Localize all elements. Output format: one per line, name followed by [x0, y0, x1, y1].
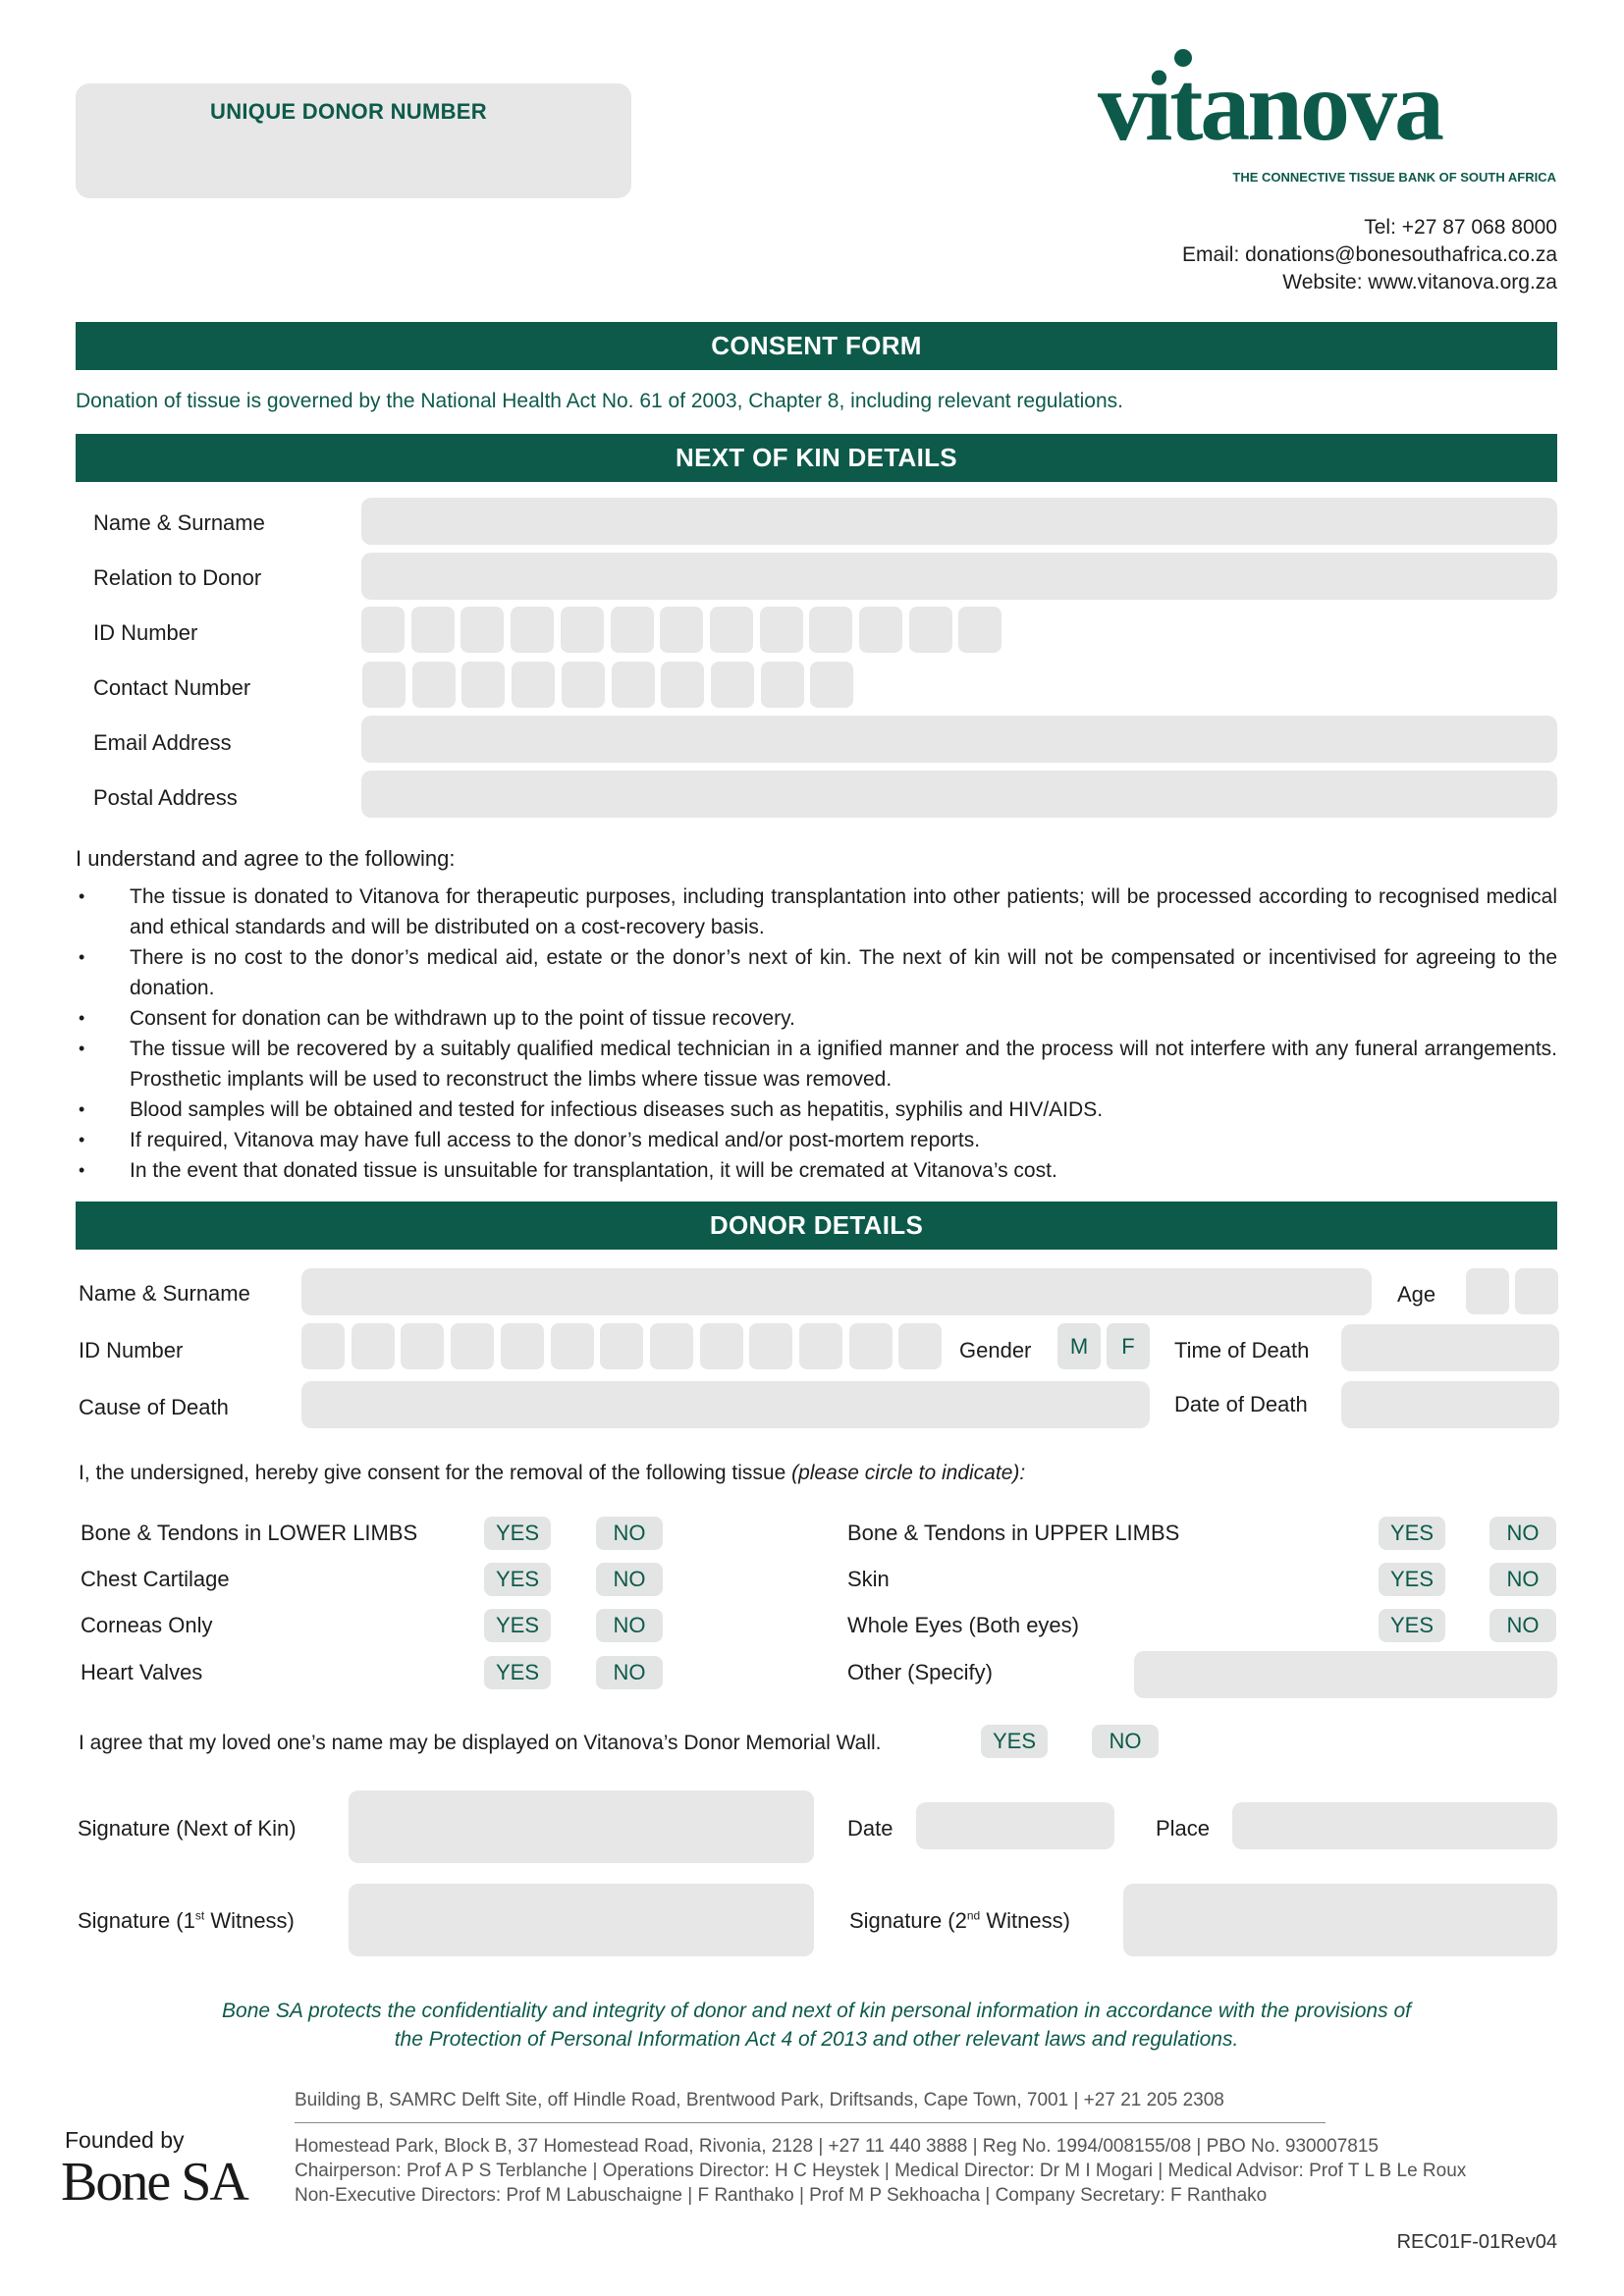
corneas-no[interactable]: NO [596, 1609, 663, 1642]
donor-id-digit-cell[interactable] [352, 1323, 395, 1369]
donor-id-digit-cell[interactable] [451, 1323, 494, 1369]
nok-contact-digit-cell[interactable] [512, 662, 555, 708]
signature-witness2-label [849, 1908, 1070, 1934]
tissue-lower-limbs-label: Bone & Tendons in LOWER LIMBS [81, 1521, 418, 1545]
lower-limbs-no[interactable]: NO [596, 1517, 663, 1550]
donor-gender-label: Gender [959, 1338, 1032, 1362]
time-of-death-field[interactable] [1341, 1324, 1559, 1371]
consent-intro-text: I, the undersigned, hereby give consent for the removal of the following tissue [79, 1462, 792, 1484]
signature-witness1-label [78, 1908, 295, 1934]
nok-contact-digit-cell[interactable] [612, 662, 655, 708]
tissue-heart-valves-label: Heart Valves [81, 1660, 203, 1684]
contact-tel: Tel: +27 87 068 8000 [1364, 216, 1557, 239]
nok-id-digit-cell[interactable] [460, 607, 504, 653]
donor-age-label: Age [1397, 1282, 1436, 1307]
signature-nok-label: Signature (Next of Kin) [78, 1816, 297, 1841]
nok-id-digit-cell[interactable] [611, 607, 654, 653]
witness1-label-post: Witness) [204, 1908, 295, 1933]
tissue-whole-eyes-label: Whole Eyes (Both eyes) [847, 1613, 1079, 1637]
donor-id-label: ID Number [79, 1338, 184, 1362]
donor-id-digit-cell[interactable] [600, 1323, 643, 1369]
signature-place-label: Place [1156, 1816, 1211, 1841]
nok-contact-digit-cell[interactable] [412, 662, 456, 708]
whole-eyes-no[interactable]: NO [1489, 1609, 1556, 1642]
nok-contact-digit-cell[interactable] [761, 662, 804, 708]
nok-contact-digit-cell[interactable] [711, 662, 754, 708]
heart-valves-yes[interactable]: YES [484, 1656, 551, 1689]
consent-form-title: CONSENT FORM [76, 322, 1557, 370]
bone-sa-logo: Bone SA [61, 2152, 247, 2213]
vitanova-tagline: THE CONNECTIVE TISSUE BANK OF SOUTH AFRICA [1232, 170, 1556, 185]
signature-date-label: Date [847, 1816, 893, 1841]
donor-id-digit-cell[interactable] [401, 1323, 444, 1369]
witness2-label-pre: Signature (2 [849, 1908, 967, 1933]
founded-by-label: Founded by [65, 2127, 185, 2153]
corneas-yes[interactable]: YES [484, 1609, 551, 1642]
gender-f-option[interactable]: F [1107, 1323, 1150, 1369]
nok-name-field[interactable] [361, 498, 1557, 545]
next-of-kin-title: NEXT OF KIN DETAILS [76, 434, 1557, 482]
nok-contact-digit-cell[interactable] [562, 662, 605, 708]
nok-id-digit-cell[interactable] [909, 607, 952, 653]
contact-block [1182, 214, 1557, 296]
agreement-intro: I understand and agree to the following: [76, 846, 456, 871]
nok-id-label: ID Number [93, 620, 198, 645]
vitanova-logo [1098, 39, 1559, 187]
donor-age-digit[interactable] [1466, 1268, 1509, 1314]
privacy-notice-line: Bone SA protects the confidentiality and integrity of donor and next of kin personal information in accordance with the provisions of [222, 2000, 1411, 2022]
contact-website: Website: www.vitanova.org.za [1282, 271, 1557, 294]
nok-postal-label: Postal Address [93, 785, 238, 810]
cause-of-death-label: Cause of Death [79, 1395, 229, 1419]
nok-id-digit-cell[interactable] [859, 607, 902, 653]
term-item: • Consent for donation can be withdrawn up to the point of tissue recovery. [76, 1003, 1557, 1034]
donor-name-label: Name & Surname [79, 1281, 250, 1306]
nok-id-digit-cell[interactable] [809, 607, 852, 653]
nok-id-digit-cell[interactable] [710, 607, 753, 653]
footer-board-line: Chairperson: Prof A P S Terblanche | Operations Director: H C Heystek | Medical Director: Dr M I Mogari | Medical Advisor: Prof T L B Le Roux [295, 2161, 1467, 2181]
nok-id-digit-cell[interactable] [660, 607, 703, 653]
chest-cartilage-yes[interactable]: YES [484, 1563, 551, 1596]
donor-id-digit-cell[interactable] [650, 1323, 693, 1369]
memorial-wall-no[interactable]: NO [1092, 1725, 1159, 1758]
term-item: • Blood samples will be obtained and tested for infectious diseases such as hepatitis, syphilis and HIV/AIDS. [76, 1095, 1557, 1125]
nok-postal-field[interactable] [361, 771, 1557, 818]
tissue-skin-label: Skin [847, 1567, 890, 1591]
nok-contact-digit-cell[interactable] [461, 662, 505, 708]
privacy-notice-line: the Protection of Personal Information Act 4 of 2013 and other relevant laws and regulations. [394, 2028, 1239, 2051]
skin-yes[interactable]: YES [1379, 1563, 1445, 1596]
date-of-death-field[interactable] [1341, 1381, 1559, 1428]
tissue-upper-limbs-label: Bone & Tendons in UPPER LIMBS [847, 1521, 1180, 1545]
nok-contact-digit-cell[interactable] [810, 662, 853, 708]
upper-limbs-no[interactable]: NO [1489, 1517, 1556, 1550]
memorial-wall-text: I agree that my loved one’s name may be displayed on Vitanova’s Donor Memorial Wall. [79, 1732, 882, 1754]
witness1-label-pre: Signature (1 [78, 1908, 195, 1933]
footer-divider [295, 2122, 1326, 2123]
skin-no[interactable]: NO [1489, 1563, 1556, 1596]
nok-relation-label: Relation to Donor [93, 565, 262, 590]
nok-id-digit-cell[interactable] [561, 607, 604, 653]
terms-list [76, 881, 1557, 1186]
donor-id-digit-cell[interactable] [749, 1323, 792, 1369]
signature-date-field[interactable] [916, 1802, 1114, 1849]
term-item: • If required, Vitanova may have full access to the donor’s medical and/or post-mortem reports. [76, 1125, 1557, 1155]
donor-id-digit-cell[interactable] [849, 1323, 893, 1369]
nok-id-digit-cell[interactable] [361, 607, 405, 653]
nok-contact-digit-cell[interactable] [661, 662, 704, 708]
chest-cartilage-no[interactable]: NO [596, 1563, 663, 1596]
term-item: • The tissue is donated to Vitanova for therapeutic purposes, including transplantation into other patients; will be processed according to recognised medical and ethical standards and will be distributed on a cost-recovery basis. [76, 881, 1557, 942]
upper-limbs-yes[interactable]: YES [1379, 1517, 1445, 1550]
nok-id-digit-cell[interactable] [760, 607, 803, 653]
date-of-death-label: Date of Death [1174, 1392, 1308, 1416]
nok-name-label: Name & Surname [93, 510, 265, 535]
donor-details-title: DONOR DETAILS [76, 1201, 1557, 1250]
heart-valves-no[interactable]: NO [596, 1656, 663, 1689]
whole-eyes-yes[interactable]: YES [1379, 1609, 1445, 1642]
vitanova-logo-text: vitanova [1098, 51, 1442, 162]
footer-address-cape-town: Building B, SAMRC Delft Site, off Hindle Road, Brentwood Park, Driftsands, Cape Town, 7001 | +27 21 205 2308 [295, 2090, 1224, 2110]
term-item: • There is no cost to the donor’s medical aid, estate or the donor’s next of kin. The next of kin will not be compensated or incentivised for agreeing to the donation. [76, 942, 1557, 1003]
nok-id-digit-cell[interactable] [411, 607, 455, 653]
nok-id-digit-cell[interactable] [511, 607, 554, 653]
donor-id-digit-cell[interactable] [551, 1323, 594, 1369]
consent-intro-note: (please circle to indicate): [791, 1462, 1026, 1484]
donor-id-digit-cell[interactable] [898, 1323, 942, 1369]
footer-address-rivonia: Homestead Park, Block B, 37 Homestead Road, Rivonia, 2128 | +27 11 440 3888 | Reg No. 1994/008155/08 | PBO No. 930007815 [295, 2136, 1379, 2157]
document-reference: REC01F-01Rev04 [1396, 2231, 1557, 2253]
consent-intro [79, 1462, 1025, 1485]
donor-id-digit-cell[interactable] [700, 1323, 743, 1369]
witness1-label-sup: st [194, 1908, 205, 1923]
lower-limbs-yes[interactable]: YES [484, 1517, 551, 1550]
donor-age-digit[interactable] [1515, 1268, 1558, 1314]
footer-directors-line: Non-Executive Directors: Prof M Labuschaigne | F Ranthako | Prof M P Sekhoacha | Company Secretary: F Ranthako [295, 2185, 1268, 2206]
governance-note: Donation of tissue is governed by the National Health Act No. 61 of 2003, Chapter 8, including relevant regulations. [76, 390, 1123, 412]
nok-id-digit-cell[interactable] [958, 607, 1001, 653]
time-of-death-label: Time of Death [1174, 1338, 1310, 1362]
nok-contact-label: Contact Number [93, 675, 251, 700]
nok-contact-digit-cell[interactable] [362, 662, 406, 708]
donor-name-field[interactable] [301, 1268, 1372, 1315]
donor-number-label: UNIQUE DONOR NUMBER [210, 99, 487, 124]
signature-place-field[interactable] [1232, 1802, 1557, 1849]
tissue-corneas-label: Corneas Only [81, 1613, 213, 1637]
donor-id-digit-cell[interactable] [301, 1323, 345, 1369]
witness2-label-post: Witness) [980, 1908, 1070, 1933]
signature-nok-field[interactable] [349, 1790, 814, 1863]
tissue-other-field[interactable] [1134, 1651, 1557, 1698]
term-item: • In the event that donated tissue is unsuitable for transplantation, it will be cremated at Vitanova’s cost. [76, 1155, 1557, 1186]
donor-id-digit-cell[interactable] [501, 1323, 544, 1369]
cause-of-death-field[interactable] [301, 1381, 1150, 1428]
tissue-other-label: Other (Specify) [847, 1660, 993, 1684]
nok-email-field[interactable] [361, 716, 1557, 763]
privacy-notice [76, 1997, 1557, 2054]
memorial-wall-yes[interactable]: YES [981, 1725, 1048, 1758]
nok-relation-field[interactable] [361, 553, 1557, 600]
donor-id-digit-cell[interactable] [799, 1323, 842, 1369]
term-item: • The tissue will be recovered by a suitably qualified medical technician in a ignified manner and the process will not interfere with any funeral arrangements. Prosthetic implants will be used to reconstruct the limbs where tissue was removed. [76, 1034, 1557, 1095]
tissue-chest-cartilage-label: Chest Cartilage [81, 1567, 230, 1591]
witness2-label-sup: nd [966, 1908, 981, 1923]
signature-witness2-field[interactable] [1123, 1884, 1557, 1956]
signature-witness1-field[interactable] [349, 1884, 814, 1956]
gender-m-option[interactable]: M [1057, 1323, 1101, 1369]
nok-email-label: Email Address [93, 730, 232, 755]
contact-email: Email: donations@bonesouthafrica.co.za [1181, 243, 1557, 266]
